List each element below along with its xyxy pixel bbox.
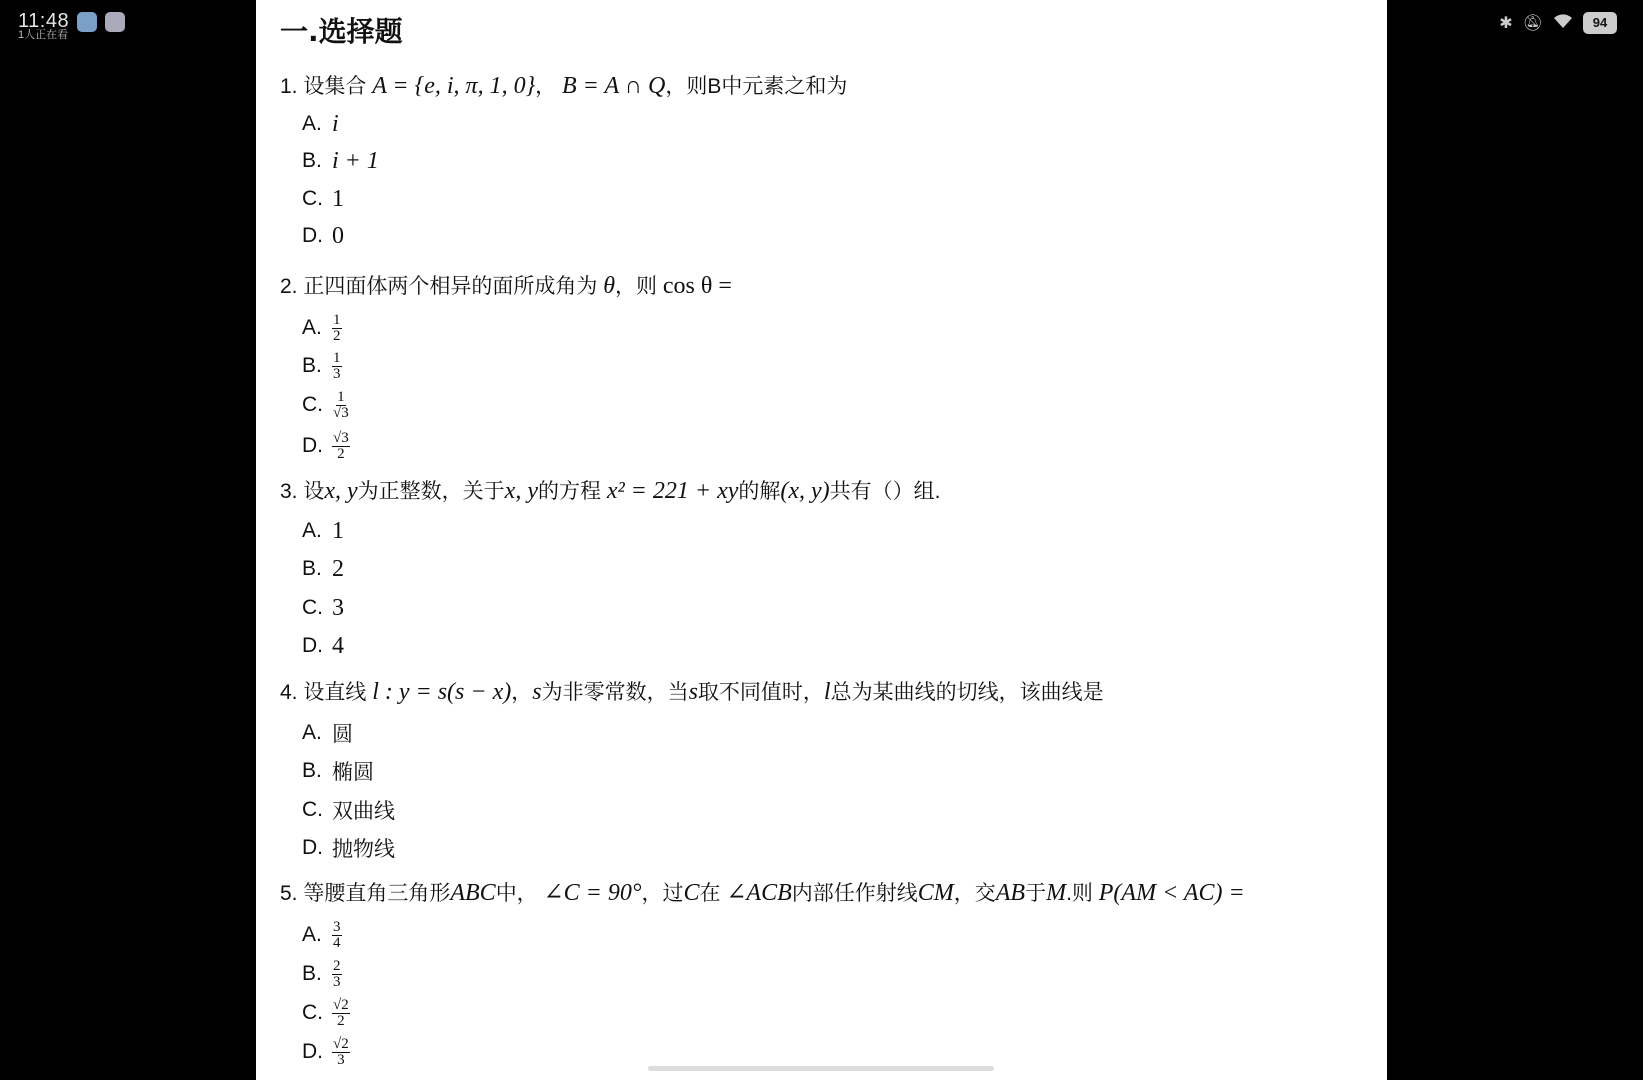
question-3-option-a[interactable]: A. 1	[302, 517, 344, 544]
fraction: $\frac{√3}{2}$	[333, 429, 349, 462]
fraction: $\frac{3}{4}$	[333, 918, 341, 951]
question-2-stem: 2. 正四面体两个相异的面所成角为 θ，则 cos θ =	[280, 273, 732, 299]
question-2-option-c[interactable]: C. $\frac{1}{√3}$	[302, 388, 349, 421]
question-3-option-c[interactable]: C. 3	[302, 594, 344, 621]
question-1-stem: 1. 设集合 A = {e, i, π, 1, 0}， B = A ∩ Q，则B中元素之和为	[280, 73, 848, 99]
question-4-stem: 4. 设直线 l : y = s(s − x)，s为非零常数，当s取不同值时，l总为某曲线的切线，该曲线是	[280, 679, 1104, 705]
question-5-option-b[interactable]: B. $\frac{2}{3}$	[302, 957, 341, 990]
question-4-option-d[interactable]: D. 抛物线	[302, 836, 395, 861]
wifi-icon	[1553, 13, 1573, 34]
question-4-option-c[interactable]: C. 双曲线	[302, 798, 395, 823]
question-5-option-d[interactable]: D. $\frac{√2}{3}$	[302, 1035, 349, 1068]
fraction: $\frac{2}{3}$	[333, 957, 341, 990]
app-notification-icon	[105, 12, 125, 32]
app-notification-icon	[77, 12, 97, 32]
fraction: $\frac{1}{√3}$	[333, 388, 349, 421]
question-2-option-a[interactable]: A. $\frac{1}{2}$	[302, 311, 341, 344]
question-1-option-a[interactable]: A. i	[302, 110, 339, 137]
bluetooth-icon: ✱	[1499, 15, 1513, 32]
question-1-option-d[interactable]: D. 0	[302, 222, 344, 249]
fraction: $\frac{1}{3}$	[333, 349, 341, 382]
battery-icon: 94	[1583, 12, 1617, 34]
question-3-stem: 3. 设x, y为正整数，关于x, y的方程 x² = 221 + xy的解(x, y)共有（）组.	[280, 478, 941, 504]
document-page	[256, 0, 1387, 1080]
question-5-option-c[interactable]: C. $\frac{√2}{2}$	[302, 996, 349, 1029]
question-4-option-a[interactable]: A. 圆	[302, 721, 353, 746]
fraction: $\frac{√2}{2}$	[333, 996, 349, 1029]
fraction: $\frac{1}{2}$	[333, 311, 341, 344]
question-1-option-b[interactable]: B. i + 1	[302, 147, 379, 174]
question-3-option-d[interactable]: D. 4	[302, 632, 344, 659]
section-title: 一.选择题	[280, 15, 403, 48]
status-time: 11:48	[18, 10, 70, 32]
fraction: $\frac{√2}{3}$	[333, 1035, 349, 1068]
question-5-stem: 5. 等腰直角三角形ABC中， ∠C = 90°，过C在 ∠ACB内部任作射线CM，交AB于M.则 P(AM < AC) =	[280, 880, 1245, 906]
home-indicator[interactable]	[648, 1066, 994, 1071]
question-1-option-c[interactable]: C. 1	[302, 185, 344, 212]
question-4-option-b[interactable]: B. 椭圆	[302, 759, 374, 784]
question-5-option-a[interactable]: A. $\frac{3}{4}$	[302, 918, 341, 951]
question-2-option-b[interactable]: B. $\frac{1}{3}$	[302, 349, 341, 382]
question-2-option-d[interactable]: D. $\frac{√3}{2}$	[302, 429, 349, 462]
viewer-count: 1人正在看	[18, 29, 69, 41]
mute-icon: 🔕︎	[1522, 15, 1543, 32]
question-3-option-b[interactable]: B. 2	[302, 555, 344, 582]
